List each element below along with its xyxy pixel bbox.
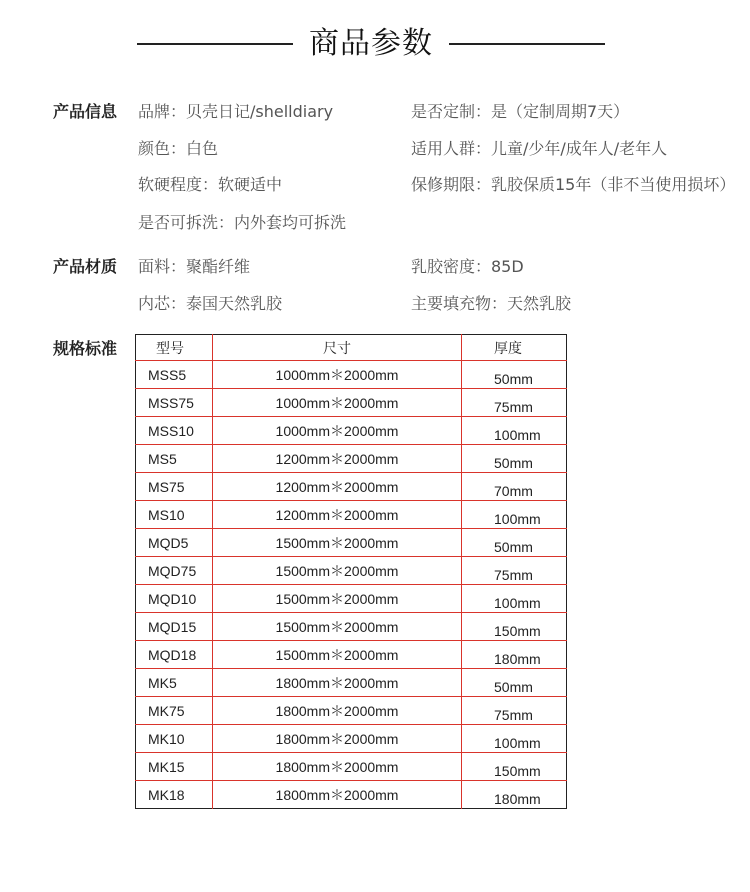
warranty-text: 保修期限：乳胶保质15年（非不当使用损坏） [411,175,736,194]
cell-thickness: 180mm [494,790,541,807]
table-row [136,697,567,725]
cell-model: MSS75 [136,389,213,417]
table-row [136,585,567,613]
cell-size: 1000mm＊2000mm [213,361,462,389]
table-row [136,753,567,781]
cell-thickness: 75mm [494,566,533,583]
cell-model: MSS10 [136,417,213,445]
cell-size: 1500mm＊2000mm [213,585,462,613]
color-text: 颜色：白色 [138,139,219,158]
filling-text: 主要填充物：天然乳胶 [411,294,572,313]
cell-thickness: 50mm [494,454,533,471]
cell-model: MK18 [148,786,185,803]
cell-thickness: 50mm [494,538,533,555]
brand-text: 品牌：贝壳日记/shelldiary [138,102,334,121]
table-row [136,557,567,585]
cell-model: MQD75 [136,557,213,585]
cell-size: 1800mm＊2000mm [213,669,462,697]
table-row [136,641,567,669]
cell-model: MK15 [136,753,213,781]
table-row [136,473,567,501]
cell-thickness: 100mm [494,734,541,751]
table-row [136,669,567,697]
cell-size: 1200mm＊2000mm [213,445,462,473]
cell-model: MSS5 [136,361,213,389]
cell-model: MQD15 [136,613,213,641]
target-users-text: 适用人群：儿童/少年/成年人/老年人 [411,139,668,158]
cell-model: MS75 [136,473,213,501]
cell-thickness: 100mm [494,510,541,527]
cell-model: MS5 [136,445,213,473]
cell-size: 1200mm＊2000mm [213,501,462,529]
table-row [136,781,567,809]
cell-size: 1000mm＊2000mm [213,417,462,445]
cell-size: 1000mm＊2000mm [213,389,462,417]
cell-model: MQD10 [136,585,213,613]
cell-thickness: 150mm [494,622,541,639]
page-title: 商品参数 [309,26,433,61]
fabric-text: 面料：聚酯纤维 [138,257,251,276]
spec-label: 规格标准 [53,339,118,358]
cell-size: 1800mm＊2000mm [213,725,462,753]
header-thickness: 厚度 [462,335,567,361]
cell-size: 1500mm＊2000mm [213,529,462,557]
spec-table [135,334,567,809]
firmness-text: 软硬程度：软硬适中 [138,175,283,194]
cell-thickness: 75mm [494,398,533,415]
cell-size: 1800mm＊2000mm [213,697,462,725]
cell-thickness: 50mm [494,370,533,387]
cell-model: MQD5 [136,529,213,557]
table-row [136,361,567,389]
header-size: 尺寸 [213,335,462,361]
cell-model: MK10 [136,725,213,753]
cell-model: MQD18 [136,641,213,669]
table-row [136,529,567,557]
cell-thickness: 100mm [494,594,541,611]
cell-thickness: 180mm [494,650,541,667]
cell-size: 1500mm＊2000mm [213,557,462,585]
cell-thickness: 100mm [494,426,541,443]
washable-text: 是否可拆洗：内外套均可拆洗 [138,213,347,232]
core-text: 内芯：泰国天然乳胶 [138,294,283,313]
table-header-row [136,335,567,361]
cell-size: 1800mm＊2000mm [213,781,462,809]
title-rule-right [449,43,605,45]
table-row [136,417,567,445]
cell-thickness: 70mm [494,482,533,499]
customizable-text: 是否定制：是（定制周期7天） [411,102,630,121]
cell-thickness: 75mm [494,706,533,723]
latex-density-text: 乳胶密度：85D [411,257,524,276]
product-material-label: 产品材质 [53,257,118,276]
cell-model: MK5 [136,669,213,697]
product-info-label: 产品信息 [53,102,118,121]
table-row [136,725,567,753]
cell-thickness: 150mm [494,762,541,779]
cell-size: 1200mm＊2000mm [213,473,462,501]
section-title [0,22,750,66]
title-rule-left [137,43,293,45]
table-row [136,613,567,641]
header-model: 型号 [136,335,213,361]
cell-model: MK75 [136,697,213,725]
cell-size: 1500mm＊2000mm [213,641,462,669]
cell-size: 1800mm＊2000mm [213,753,462,781]
cell-thickness: 50mm [494,678,533,695]
cell-model: MS10 [136,501,213,529]
table-row [136,389,567,417]
cell-size: 1500mm＊2000mm [213,613,462,641]
table-row [136,445,567,473]
table-row [136,501,567,529]
